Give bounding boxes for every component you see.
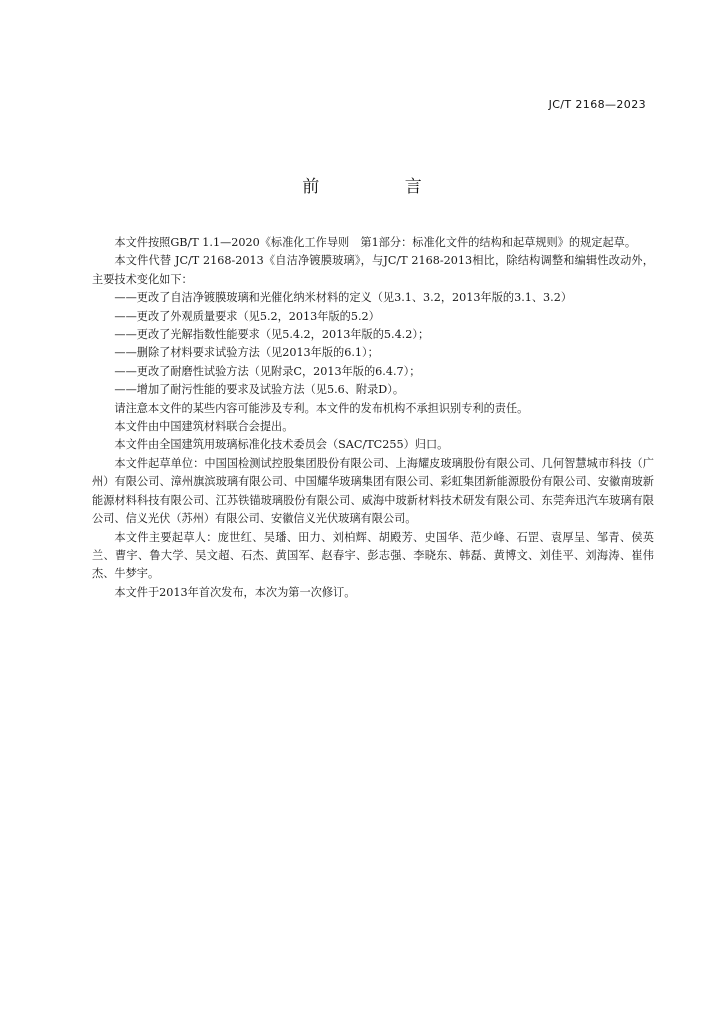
- change-item: ——删除了材料要求试验方法（见2013年版的6.1）；: [114, 346, 379, 360]
- document-id-header: JC/T 2168—2023: [548, 98, 646, 111]
- change-item: ——更改了光解指数性能要求（见5.4.2，2013年版的5.4.2）；: [114, 328, 430, 342]
- foreword-body: [92, 234, 654, 602]
- paragraph-drafting-units: 本文件起草单位：中国国检测试控股集团股份有限公司、上海耀皮玻璃股份有限公司、几何智慧城市科技（广州）有限公司、漳州旗滨玻璃有限公司、中国耀华玻璃集团有限公司、彩虹集团新能源股份有限公司、安徽南玻新能源材料科技有限公司、江苏铁锚玻璃股份有限公司、威海中玻新材料技术研发有限公司、东莞奔迅汽车玻璃有限公司、信义光伏（苏州）有限公司、安徽信义光伏玻璃有限公司。: [92, 456, 654, 526]
- page-title: 前 言: [302, 177, 462, 197]
- paragraph-under-jurisdiction: 本文件由全国建筑用玻璃标准化技术委员会（SAC/TC255）归口。: [114, 438, 449, 452]
- paragraph-replaces: 本文件代替 JC/T 2168-2013《自洁净镀膜玻璃》，与JC/T 2168-2013相比，除结构调整和编辑性改动外，主要技术变化如下：: [92, 254, 654, 286]
- change-item: ——更改了耐磨性试验方法（见附录C，2013年版的6.4.7）；: [114, 364, 421, 378]
- change-item: ——更改了自洁净镀膜玻璃和光催化纳米材料的定义（见3.1、3.2，2013年版的3.1、3.2）: [114, 291, 573, 305]
- paragraph-drafters: 本文件主要起草人：庞世红、吴璠、田力、刘柏辉、胡殿芳、史国华、范少峰、石罡、袁厚呈、邹青、侯英兰、曹宇、鲁大学、吴文超、石杰、黄国军、赵春宇、彭志强、李晓东、韩磊、黄博文、刘佳平、刘海涛、崔伟杰、牛梦宇。: [92, 530, 654, 581]
- paragraph-drafting-rules: 本文件按照GB/T 1.1—2020《标准化工作导则 第1部分：标准化文件的结构和起草规则》的规定起草。: [114, 236, 637, 249]
- paragraph-proposed-by: 本文件由中国建筑材料联合会提出。: [114, 420, 294, 434]
- paragraph-patent-notice: 请注意本文件的某些内容可能涉及专利。本文件的发布机构不承担识别专利的责任。: [114, 401, 529, 415]
- change-item: ——增加了耐污性能的要求及试验方法（见5.6、附录D）。: [114, 383, 405, 397]
- change-item: ——更改了外观质量要求（见5.2，2013年版的5.2）: [114, 309, 380, 323]
- paragraph-publication-history: 本文件于2013年首次发布，本次为第一次修订。: [114, 585, 356, 599]
